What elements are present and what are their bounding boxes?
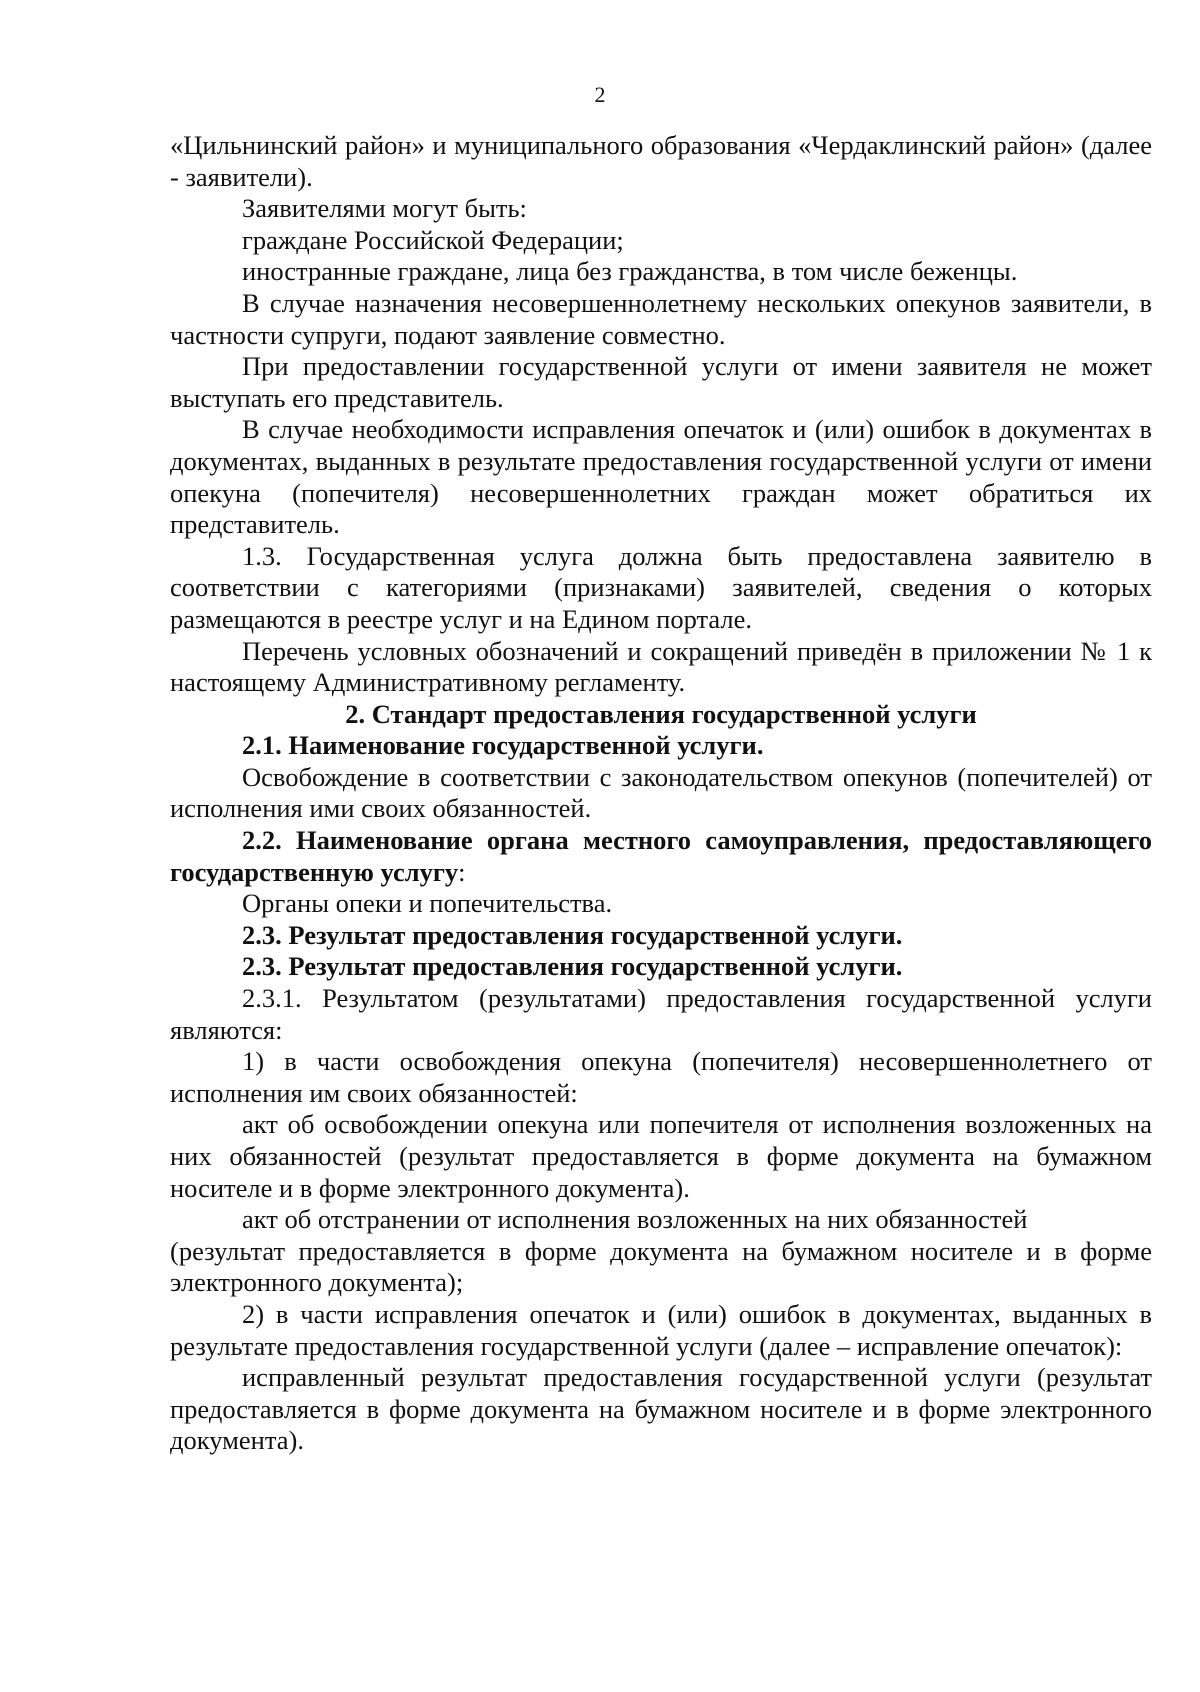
subsection-heading-2-2-text: 2.2. Наименование органа местного самоуправления, предоставляющего государственную услугу — [170, 825, 1152, 887]
subsection-heading-2-2-colon: : — [458, 856, 466, 887]
paragraph-corrected-result: исправленный результат предоставления государственной услуги (результат предоставляется в форме документа на бумажном носителе и в форме электронного документа). — [170, 1362, 1152, 1456]
paragraph-abbreviations: Перечень условных обозначений и сокращений приведён в приложении № 1 к настоящему Административному регламенту. — [170, 635, 1152, 698]
paragraph-act-removal-rest: (результат предоставляется в форме документа на бумажном носителе и в форме электронного документа); — [170, 1235, 1152, 1298]
paragraph-2-3-1: 2.3.1. Результатом (результатами) предоставления государственной услуги являются: — [170, 983, 1152, 1045]
section-heading-2: 2. Стандарт предоставления государственной услуги — [345, 698, 977, 729]
paragraph-1-3: 1.3. Государственная услуга должна быть предоставлена заявителю в соответствии с категориями (признаками) заявителей, сведения о которых размещаются в реестре услуг и на Едином портале. — [170, 540, 1152, 634]
paragraph-item-1: 1) в части освобождения опекуна (попечителя) несовершеннолетнего от исполнения им своих обязанностей: — [170, 1046, 1152, 1108]
paragraph-service-name: Освобождение в соответствии с законодательством опекунов (попечителей) от исполнения ими своих обязанностей. — [170, 761, 1152, 824]
paragraph-foreign-citizens: иностранные граждане, лица без гражданства, в том числе беженцы. — [242, 256, 1018, 287]
paragraph-no-representative: При предоставлении государственной услуги от имени заявителя не может выступать его представитель. — [170, 351, 1152, 413]
page-number: 2 — [594, 82, 606, 107]
document-body — [170, 130, 1152, 1457]
subsection-heading-2-3-a: 2.3. Результат предоставления государственной услуги. — [242, 919, 903, 950]
paragraph-item-2: 2) в части исправления опечаток и (или) ошибок в документах, выданных в результате предоставления государственной услуги (далее – исправление опечаток): — [170, 1298, 1152, 1361]
paragraph-citizens-rf: граждане Российской Федерации; — [242, 224, 624, 255]
paragraph-several-guardians: В случае назначения несовершеннолетнему нескольких опекунов заявители, в частности супруги, подают заявление совместно. — [170, 287, 1152, 350]
subsection-heading-2-3-b: 2.3. Результат предоставления государственной услуги. — [242, 951, 903, 982]
paragraph-act-release: акт об освобождении опекуна или попечителя от исполнения возложенных на них обязанностей (результат предоставляется в форме документа на бумажном носителе и в форме электронного документа). — [170, 1109, 1152, 1203]
subsection-heading-2-2 — [170, 825, 1152, 888]
paragraph-guardianship-bodies: Органы опеки и попечительства. — [242, 888, 613, 919]
paragraph-applicants-continuation: «Цильнинский район» и муниципального образования «Чердаклинский район» (далее - заявители). — [170, 130, 1152, 192]
paragraph-applicants-may-be: Заявителями могут быть: — [242, 193, 527, 224]
subsection-heading-2-1: 2.1. Наименование государственной услуги. — [242, 730, 764, 761]
paragraph-correction-representative: В случае необходимости исправления опечаток и (или) ошибок в документах в документах, выданных в результате предоставления государственной услуги от имени опекуна (попечителя) несовершеннолетних граждан может обратиться их представитель. — [170, 414, 1152, 540]
paragraph-act-removal-line1: акт об отстранении от исполнения возложенных на них обязанностей — [242, 1204, 1028, 1235]
